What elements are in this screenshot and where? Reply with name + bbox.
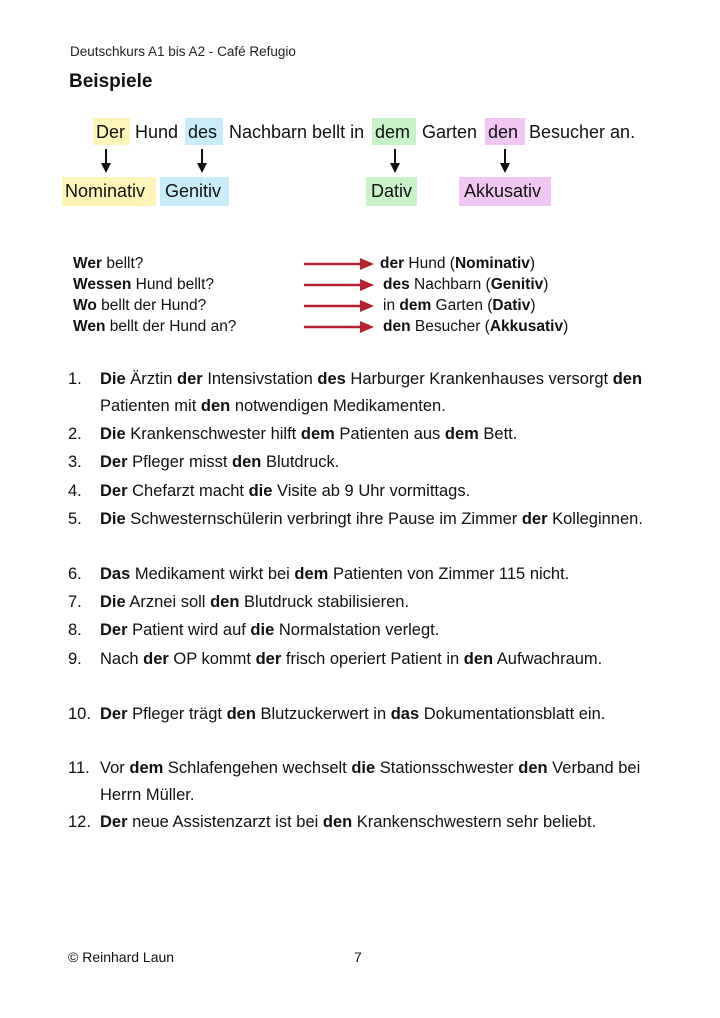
exercise-text: Der Patient wird auf die Normalstation verlegt. xyxy=(100,621,440,639)
sentence-words-middle: Nachbarn bellt in xyxy=(229,122,365,142)
exercise-number: 2. xyxy=(68,425,82,443)
sentence-word-dem: dem xyxy=(375,122,411,142)
question-row: Wo bellt der Hund? xyxy=(73,297,207,314)
exercise-text: Die Ärztin der Intensivstation des Harburger Krankenhauses versorgt den Patienten mit den notwendigen Medikamenten. xyxy=(100,370,643,415)
section-title: Beispiele xyxy=(69,71,153,92)
case-label-nominativ: Nominativ xyxy=(62,177,156,206)
exercise-text: Die Schwesternschülerin verbringt ihre Pause im Zimmer der Kolleginnen. xyxy=(100,510,643,528)
right-arrow-icon xyxy=(304,300,374,312)
exercise-text: Das Medikament wirkt bei dem Patienten von Zimmer 115 nicht. xyxy=(100,565,570,583)
question-row: Wen bellt der Hund an? xyxy=(73,318,237,335)
exercise-number: 3. xyxy=(68,453,82,471)
exercise-number: 7. xyxy=(68,593,82,611)
down-arrow-icon xyxy=(101,149,111,173)
footer-copyright: © Reinhard Laun xyxy=(68,949,175,965)
exercise-number: 11. xyxy=(68,759,90,777)
exercise-text: Nach der OP kommt der frisch operiert Patient in den Aufwachraum. xyxy=(100,650,603,668)
page-number: 7 xyxy=(354,949,362,965)
exercise-text: Die Arznei soll den Blutdruck stabilisieren. xyxy=(100,593,410,611)
answer-row: des Nachbarn (Genitiv) xyxy=(383,276,549,293)
right-arrow-icon xyxy=(304,321,374,333)
down-arrow-icon xyxy=(390,149,400,173)
sentence-word-garten: Garten xyxy=(422,122,478,142)
document-header: Deutschkurs A1 bis A2 - Café Refugio xyxy=(70,44,296,59)
sentence-words-end: Besucher an. xyxy=(529,122,636,142)
case-label-dativ: Dativ xyxy=(366,177,417,206)
exercise-number: 10. xyxy=(68,705,91,723)
right-arrow-icon xyxy=(304,258,374,270)
exercise-text: Vor dem Schlafengehen wechselt die Stationsschwester den Verband bei Herrn Müller. xyxy=(100,759,641,804)
sentence-word-des: des xyxy=(188,122,218,142)
down-arrow-icon xyxy=(500,149,510,173)
sentence-word-den: den xyxy=(488,122,519,142)
case-label-genitiv: Genitiv xyxy=(160,177,229,206)
exercise-number: 6. xyxy=(68,565,82,583)
sentence-word-der: Der xyxy=(96,122,126,142)
question-row: Wer bellt? xyxy=(73,255,144,272)
right-arrow-icon xyxy=(304,279,374,291)
exercise-number: 9. xyxy=(68,650,82,668)
exercise-number: 1. xyxy=(68,370,82,388)
sentence-word-hund: Hund xyxy=(135,122,179,142)
exercise-number: 8. xyxy=(68,621,82,639)
exercise-text: Die Krankenschwester hilft dem Patienten aus dem Bett. xyxy=(100,425,518,443)
exercise-text: Der Pfleger trägt den Blutzuckerwert in das Dokumentationsblatt ein. xyxy=(100,705,606,723)
case-label-akkusativ: Akkusativ xyxy=(459,177,551,206)
answer-row: der Hund (Nominativ) xyxy=(380,255,536,272)
exercise-text: Der neue Assistenzarzt ist bei den Krankenschwestern sehr beliebt. xyxy=(100,813,597,831)
answer-row: in dem Garten (Dativ) xyxy=(383,297,536,314)
down-arrow-icon xyxy=(197,149,207,173)
question-row: Wessen Hund bellt? xyxy=(73,276,215,293)
answer-row: den Besucher (Akkusativ) xyxy=(383,318,569,335)
exercise-number: 5. xyxy=(68,510,82,528)
exercise-number: 12. xyxy=(68,813,91,831)
exercise-text: Der Pfleger misst den Blutdruck. xyxy=(100,453,340,471)
exercise-number: 4. xyxy=(68,482,82,500)
exercise-text: Der Chefarzt macht die Visite ab 9 Uhr vormittags. xyxy=(100,482,471,500)
